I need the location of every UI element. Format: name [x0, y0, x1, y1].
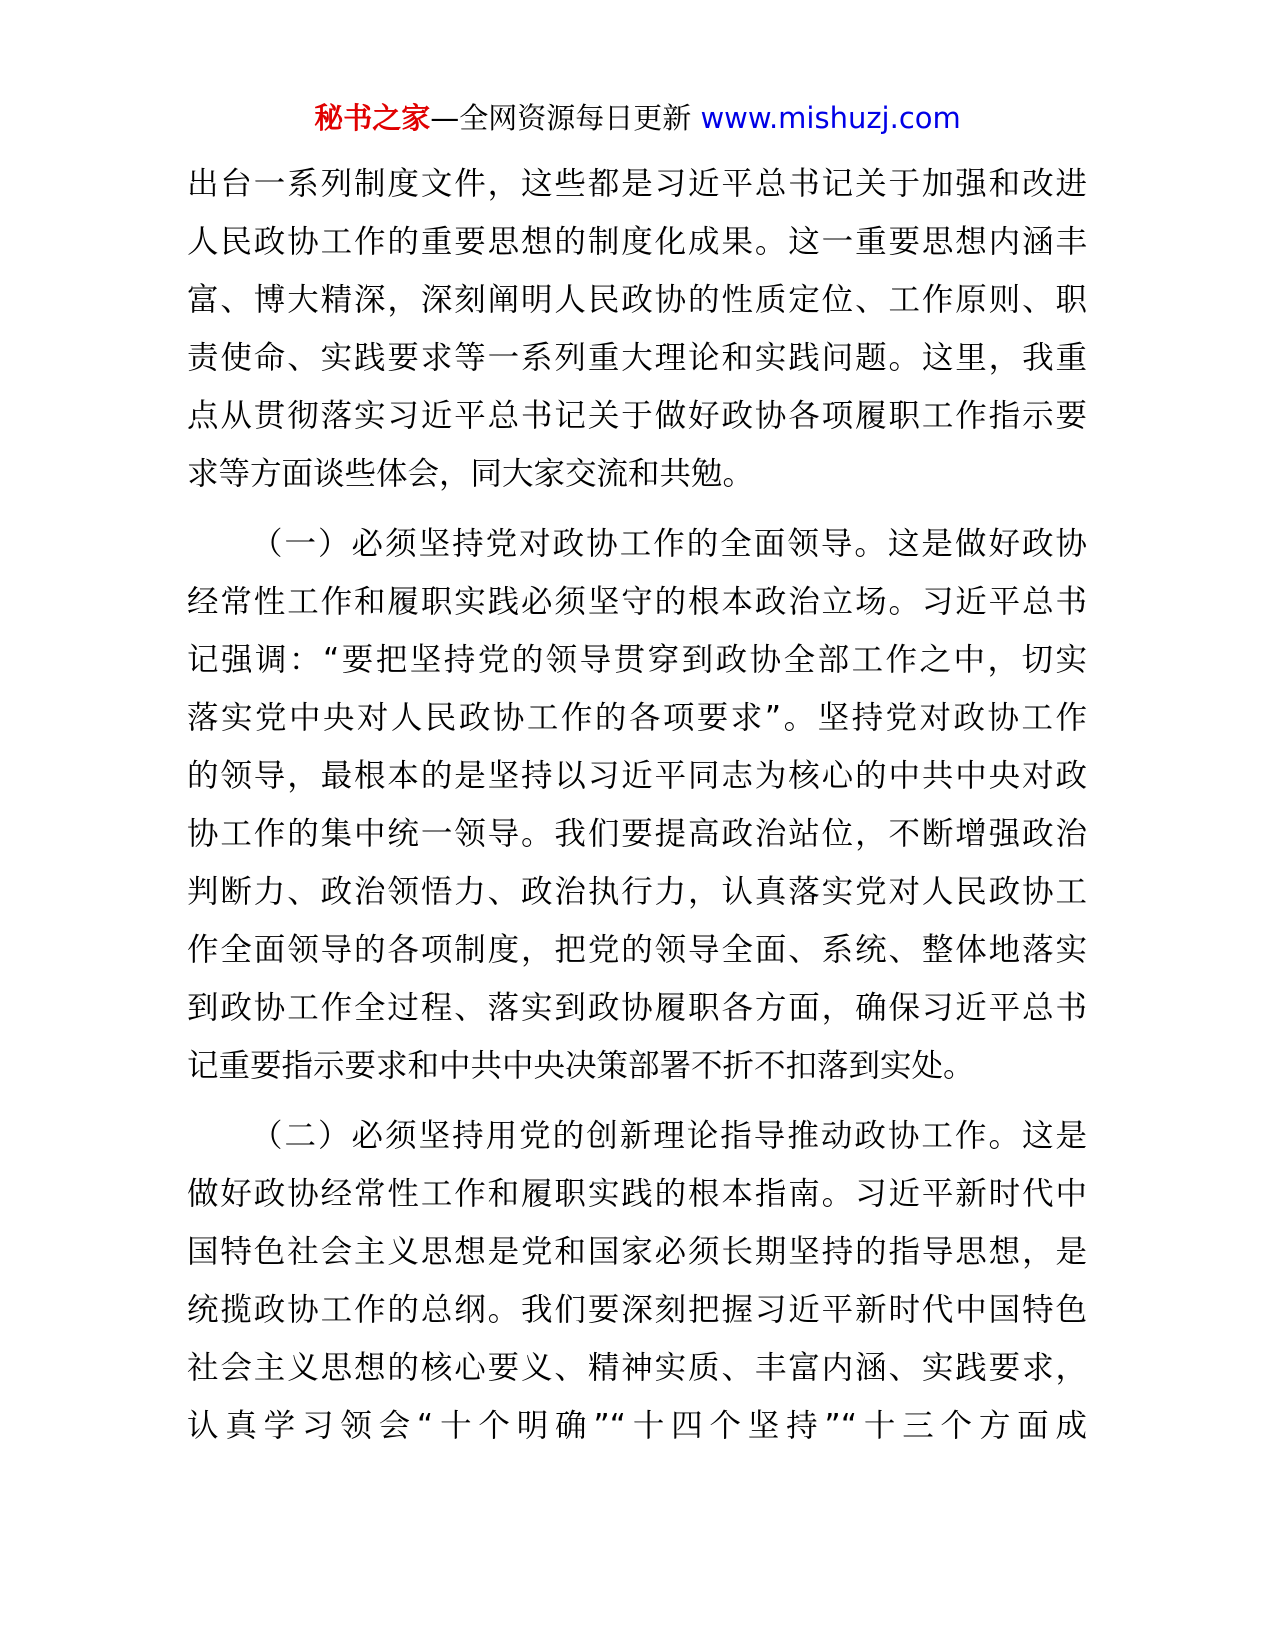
text-line: 出台一系列制度文件，这些都是习近平总书记关于加强和改进 — [187, 166, 1087, 202]
text-line: 社会主义思想的核心要义、精神实质、丰富内涵、实践要求， — [187, 1350, 1087, 1386]
section-heading-line: （一）必须坚持党对政协工作的全面领导。这是做好政协 — [251, 526, 1087, 562]
text-line: 认真学习领会“十个明确”“十四个坚持”“十三个方面成 — [187, 1408, 1087, 1444]
text-line: 国特色社会主义思想是党和国家必须长期坚持的指导思想，是 — [187, 1234, 1087, 1270]
paragraph-intro — [187, 155, 1087, 503]
text-line: 作全面领导的各项制度，把党的领导全面、系统、整体地落实 — [187, 932, 1087, 968]
text-line: 经常性工作和履职实践必须坚守的根本政治立场。习近平总书 — [187, 584, 1087, 620]
text-line: 记强调：“要把坚持党的领导贯穿到政协全部工作之中，切实 — [187, 642, 1087, 678]
text-line: 到政协工作全过程、落实到政协履职各方面，确保习近平总书 — [187, 990, 1087, 1026]
paragraph-section-one — [187, 515, 1087, 1095]
text-line: 落实党中央对人民政协工作的各项要求”。坚持党对政协工作 — [187, 700, 1087, 736]
text-line: 求等方面谈些体会，同大家交流和共勉。 — [187, 456, 755, 492]
paragraph-section-two — [187, 1107, 1087, 1455]
site-slogan: —全网资源每日更新 — [430, 101, 692, 135]
site-header-banner — [0, 98, 1275, 138]
text-line: 判断力、政治领悟力、政治执行力，认真落实党对人民政协工 — [187, 874, 1087, 910]
site-url-link[interactable]: www.mishuzj.com — [700, 101, 961, 135]
text-line: 责使命、实践要求等一系列重大理论和实践问题。这里，我重 — [187, 340, 1087, 376]
document-body — [187, 155, 1087, 1455]
text-line: 点从贯彻落实习近平总书记关于做好政协各项履职工作指示要 — [187, 398, 1087, 434]
site-brand-name: 秘书之家 — [314, 101, 431, 135]
text-line: 富、博大精深，深刻阐明人民政协的性质定位、工作原则、职 — [187, 282, 1087, 318]
section-heading-line: （二）必须坚持用党的创新理论指导推动政协工作。这是 — [251, 1118, 1087, 1154]
text-line: 人民政协工作的重要思想的制度化成果。这一重要思想内涵丰 — [187, 224, 1087, 260]
text-line: 的领导，最根本的是坚持以习近平同志为核心的中共中央对政 — [187, 758, 1087, 794]
text-line: 做好政协经常性工作和履职实践的根本指南。习近平新时代中 — [187, 1176, 1087, 1212]
text-line: 记重要指示要求和中共中央决策部署不折不扣落到实处。 — [187, 1048, 975, 1084]
text-line: 统揽政协工作的总纲。我们要深刻把握习近平新时代中国特色 — [187, 1292, 1087, 1328]
text-line: 协工作的集中统一领导。我们要提高政治站位，不断增强政治 — [187, 816, 1087, 852]
